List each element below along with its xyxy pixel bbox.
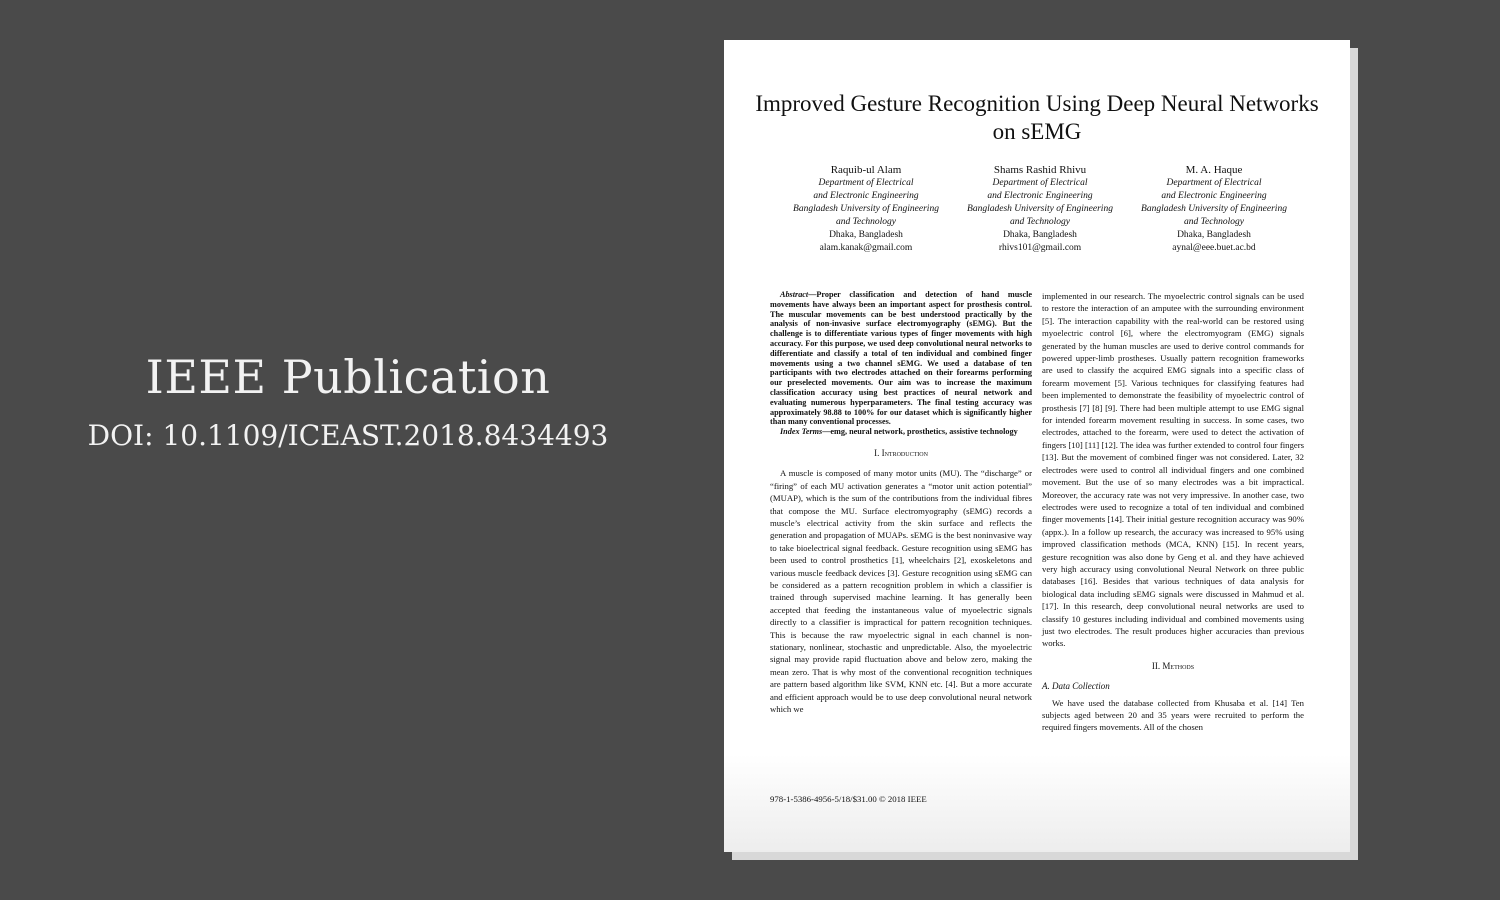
intro-paragraph: A muscle is composed of many motor units (MU). The “discharge” or “firing” of each MU activation generates a “motor unit action potential” (MUAP), which is the sum of the contributions from the individual fibres that compose the MU. Surface electromyography (sEMG) records a muscle’s electrical activity from the skin surface and reflects the generation and propagation of MUAPs. sEMG is the best noninvasive way to take bioelectrical signal feedback. Gesture recognition using sEMG has been used to control prosthetics [1], wheelchairs [2], exoskeletons and various muscle feedback devices [3]. Gesture recognition using sEMG can be considered as a pattern recognition problem in which a classifier is trained through supervised machine learning. It has generally been accepted that feeding the instantaneous value of myoelectric signals directly to a classifier is impractical for pattern recognition techniques. This is because the raw myoelectric signal in each channel is non-stationary, nonlinear, stochastic and unpredictable. Also, the myoelectric signal may provide rapid fluctuation above and below zero, making the mean zero. That is why most of the conventional recognition techniques are pattern based algorithm like SVM, KNN etc. [4]. But a more accurate and efficient approach would be to use deep convolutional neural network which we (770, 468, 1032, 715)
author-univ-line1: Bangladesh University of Engineering (967, 203, 1113, 214)
author-email: aynal@eee.buet.ac.bd (1172, 242, 1256, 253)
paper-title: Improved Gesture Recognition Using Deep Neural Networks on sEMG (755, 91, 1319, 144)
intro-paragraph-continued: implemented in our research. The myoelectric control signals can be used to restore the interaction of an amputee with the surrounding environment [5]. The interaction capability with the real-world can be restored using myoelectric control [6], where the electromyogram (EMG) signals generated by the human muscles are used to derive control commands for powered upper-limb prostheses. Usually pattern recognition frameworks are used to classify the acquired EMG signals into a specific class of forearm movement [5]. Various techniques for classifying features had been implemented to demonstrate the feasibility of myoelectric control of prosthesis [7] [8] [9]. There had been multiple attempt to use EMG signal for intended forearm movement resulting in success. In some cases, two electrodes, attached to the forearm, were used to detect the activation of fingers [10] [11] [12]. The idea was further extended to control four fingers [13]. But the movement of combined finger was not considered. Later, 32 electrodes were used to control all individual fingers and one combined movement. But the use of so many electrodes was a bit impractical. Moreover, the accuracy rate was not very impressive. In another case, two electrodes were used to recognize a total of ten individual and combined finger movements [14]. Their initial gesture recognition accuracy was 90% (appx.). In a follow up research, the accuracy was increased to 95% using improved classification methods (MCA, KNN) [15]. In recent years, gesture recognition was also done by Geng et al. and they have achieved very high accuracy using convolutional Neural Network on three public databases [16]. Besides that various techniques of data analysis for biological data including sEMG signals were discussed in Mahmud et al. [17]. In this research, deep convolutional neural networks are used to classify 10 gestures including individual and combined movements using just two electrodes. The result produces higher accuracies than previous works. (1042, 291, 1304, 649)
left-column (770, 290, 1032, 715)
author-univ-line1: Bangladesh University of Engineering (793, 203, 939, 214)
index-terms (770, 427, 1032, 437)
author-dept-line1: Department of Electrical (992, 178, 1088, 188)
section-heading-introduction: I. Introduction (874, 447, 928, 458)
abstract (770, 290, 1032, 427)
author-location: Dhaka, Bangladesh (1003, 229, 1077, 240)
author-name: Raquib-ul Alam (830, 164, 902, 176)
author-email: alam.kanak@gmail.com (819, 242, 913, 253)
author-univ-line2: and Technology (1183, 216, 1245, 227)
footer-isbn: 978-1-5386-4956-5/18/$31.00 © 2018 IEEE (770, 794, 927, 804)
slide-doi: DOI: 10.1109/ICEAST.2018.8434493 (87, 419, 609, 453)
paper-page (724, 40, 1350, 852)
author-location: Dhaka, Bangladesh (1177, 229, 1251, 240)
index-terms-lead: Index Terms (780, 427, 823, 437)
methods-paragraph: We have used the database collected from Khusaba et al. [14] Ten subjects aged between 20 and 35 years were recruited to perform the required fingers movements. All of the chosen (1042, 697, 1304, 733)
section-heading-methods: II. Methods (1151, 660, 1195, 671)
author-dept-line2: and Electronic Engineering (987, 190, 1093, 201)
author-univ-line2: and Technology (1009, 216, 1071, 227)
author-location: Dhaka, Bangladesh (829, 229, 903, 240)
right-column (1042, 290, 1304, 734)
subsection-heading-data-collection: A. Data Collection (1042, 681, 1110, 692)
author-name: M. A. Haque (1185, 164, 1243, 176)
author-1 (780, 163, 952, 254)
author-email: rhivs101@gmail.com (998, 242, 1082, 253)
author-dept-line2: and Electronic Engineering (1161, 190, 1267, 201)
index-terms-text: —emg, neural network, prosthetics, assistive technology (822, 427, 1018, 437)
author-dept-line1: Department of Electrical (818, 178, 914, 188)
slide-title: IEEE Publication (145, 350, 551, 404)
author-block (780, 163, 1300, 254)
author-univ-line1: Bangladesh University of Engineering (1141, 203, 1287, 214)
slide-caption (0, 350, 696, 452)
author-2 (954, 163, 1126, 254)
author-dept-line2: and Electronic Engineering (813, 190, 919, 201)
author-3 (1128, 163, 1300, 254)
abstract-text: —Proper classification and detection of hand muscle movements have always been an important aspect for prosthesis control. The muscular movements can be best understood practically by the analysis of non-invasive surface electromyography (sEMG). But the challenge is to differentiate various types of finger movements with high accuracy. For this purpose, we used deep convolutional neural networks to differentiate and classify a total of ten individual and combined finger movements using a two channel sEMG. We used a database of ten participants with two electrodes attached on their forearms performing our preselected movements. Our aim was to increase the maximum classification accuracy using best practices of neural network and evaluating numerous hyperparameters. The final testing accuracy was approximately 98.88 to 100% for our dataset which is significantly higher than many conventional processes. (770, 290, 1032, 427)
author-name: Shams Rashid Rhivu (993, 164, 1087, 176)
author-dept-line1: Department of Electrical (1166, 178, 1262, 188)
author-univ-line2: and Technology (835, 216, 897, 227)
abstract-lead: Abstract (780, 290, 809, 299)
